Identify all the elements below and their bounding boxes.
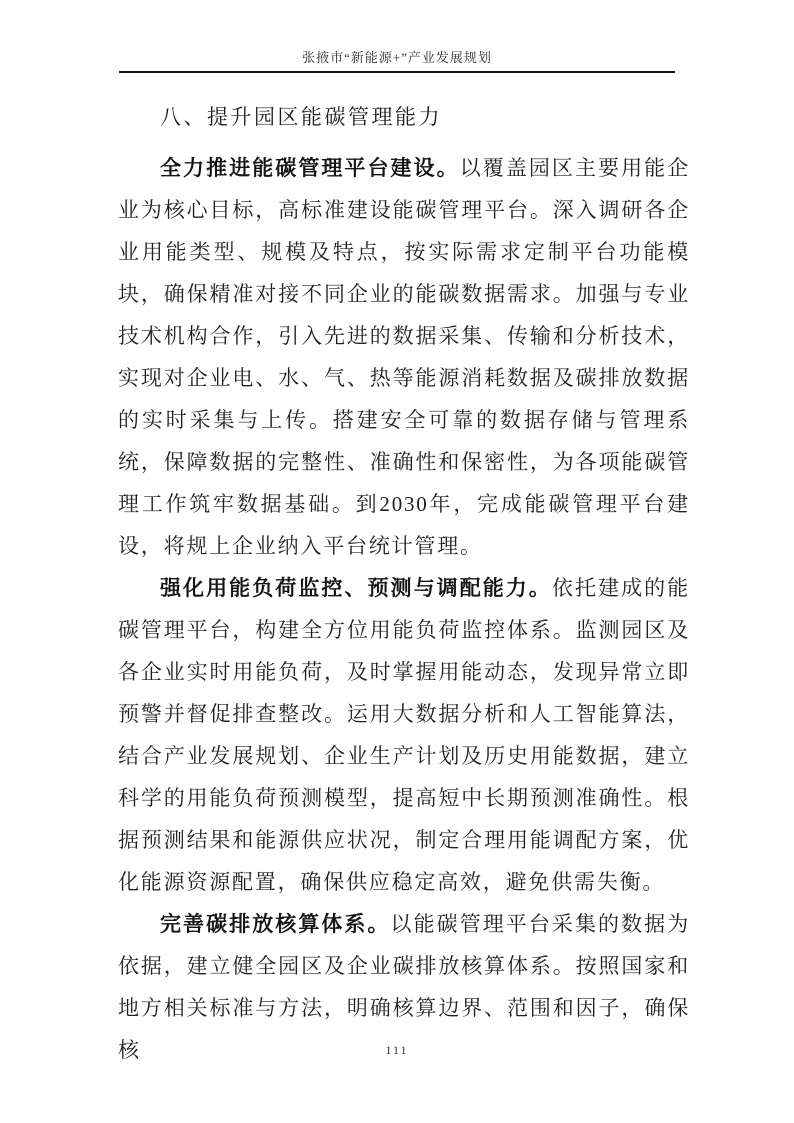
paragraph-lead: 全力推进能碳管理平台建设。 <box>160 156 460 180</box>
paragraph-lead: 强化用能负荷监控、预测与调配能力。 <box>160 576 552 600</box>
paragraph-text: 以能碳管理平台采集的数据为依据，建立健全园区及企业碳排放核算体系。按照国家和地方相关标准与方法，明确核算边界、范围和因子，确保核 <box>118 912 690 1062</box>
page-header-title: 张掖市“新能源+”产业发展规划 <box>302 50 492 65</box>
section-heading: 八、提升园区能碳管理能力 <box>160 105 442 129</box>
paragraph <box>118 147 690 567</box>
page-footer <box>0 1041 794 1059</box>
page-number: 111 <box>385 1043 409 1057</box>
header-divider <box>119 71 675 73</box>
paragraph-text: 依托建成的能碳管理平台，构建全方位用能负荷监控体系。监测园区及各企业实时用能负荷，及时掌握用能动态，发现异常立即预警并督促排查整改。运用大数据分析和人工智能算法，结合产业发展规划、企业生产计划及历史用能数据，建立科学的用能负荷预测模型，提高短中长期预测准确性。根据预测结果和能源供应状况，制定合理用能调配方案，优化能源资源配置，确保供应稳定高效，避免供需失衡。 <box>118 576 690 894</box>
paragraph-lead: 完善碳排放核算体系。 <box>160 912 391 936</box>
paragraph-text: 以覆盖园区主要用能企业为核心目标，高标准建设能碳管理平台。深入调研各企业用能类型、规模及特点，按实际需求定制平台功能模块，确保精准对接不同企业的能碳数据需求。加强与专业技术机构合作，引入先进的数据采集、传输和分析技术，实现对企业电、水、气、热等能源消耗数据及碳排放数据的实时采集与上传。搭建安全可靠的数据存储与管理系统，保障数据的完整性、准确性和保密性，为各项能碳管理工作筑牢数据基础。到2030年，完成能碳管理平台建设，将规上企业纳入平台统计管理。 <box>118 156 691 558</box>
page-header <box>0 0 794 73</box>
document-content <box>118 103 690 1071</box>
paragraph <box>118 567 690 903</box>
